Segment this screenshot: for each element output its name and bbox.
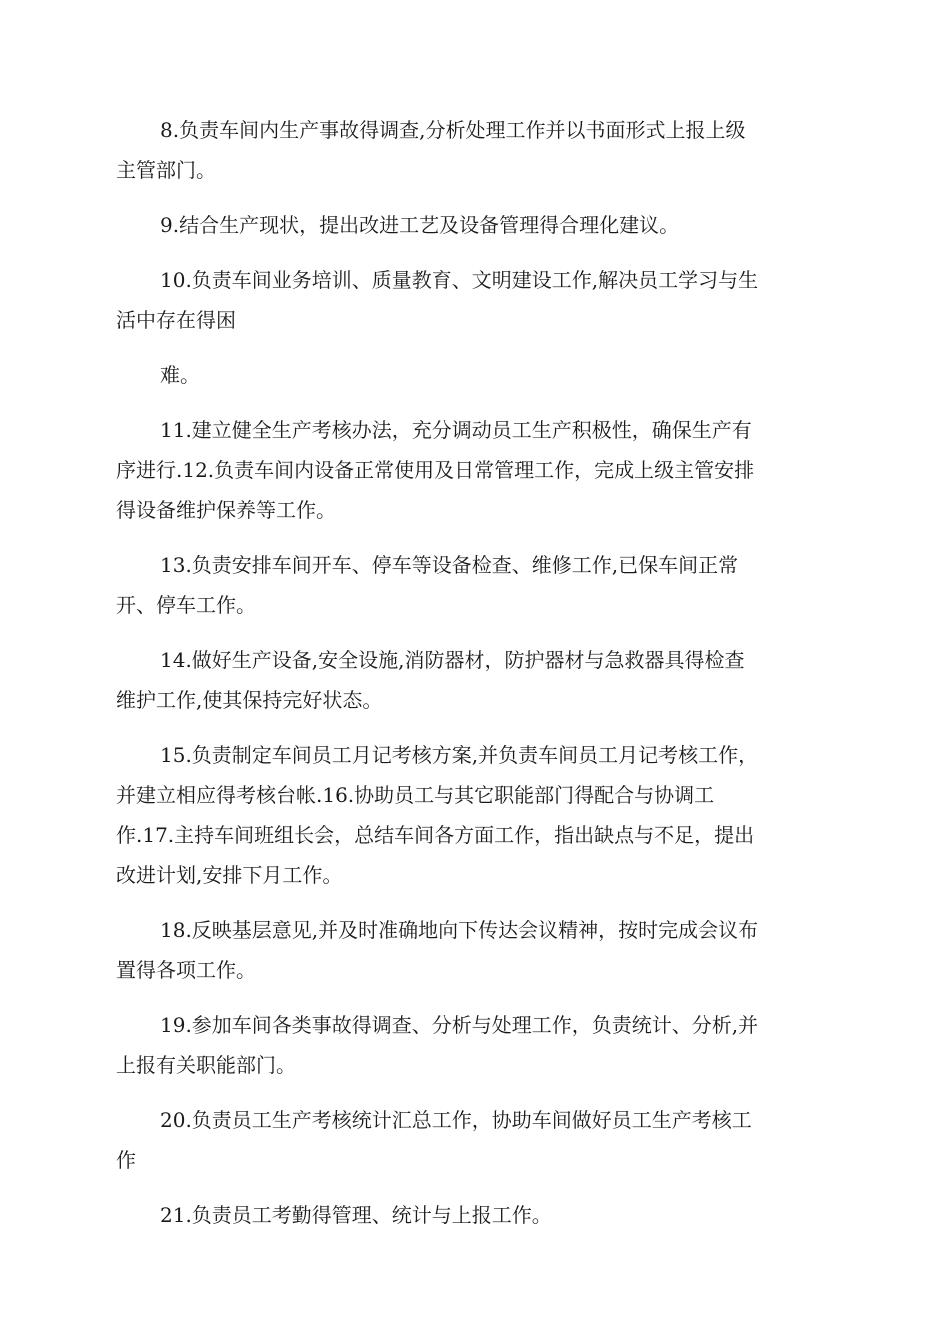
- paragraph-21: [116, 1195, 836, 1235]
- paragraph-10-continued: [116, 355, 836, 395]
- paragraph-line: 21.负责员工考勤得管理、统计与上报工作。: [160, 1203, 552, 1227]
- paragraph-14: [116, 640, 836, 720]
- paragraph-10: [116, 260, 836, 340]
- document-body: [116, 110, 836, 1250]
- paragraph-line: 开、停车工作。: [116, 593, 256, 617]
- paragraph-13: [116, 545, 836, 625]
- paragraph-line: 9.结合生产现状，提出改进工艺及设备管理得合理化建议。: [160, 213, 680, 237]
- paragraph-line: 作.17.主持车间班组长会，总结车间各方面工作，指出缺点与不足，提出: [116, 823, 755, 847]
- paragraph-line: 序进行.12.负责车间内设备正常使用及日常管理工作，完成上级主管安排: [116, 458, 755, 482]
- paragraph-line: 并建立相应得考核台帐.16.协助员工与其它职能部门得配合与协调工: [116, 783, 715, 807]
- paragraph-18: [116, 910, 836, 990]
- paragraph-line: 得设备维护保养等工作。: [116, 498, 336, 522]
- paragraph-line: 难。: [160, 363, 200, 387]
- paragraph-line: 改进计划,安排下月工作。: [116, 863, 343, 887]
- paragraph-line: 13.负责安排车间开车、停车等设备检查、维修工作,已保车间正常: [160, 553, 739, 577]
- paragraph-line: 11.建立健全生产考核办法，充分调动员工生产积极性，确保生产有: [160, 418, 752, 442]
- paragraph-line: 20.负责员工生产考核统计汇总工作，协助车间做好员工生产考核工: [160, 1108, 752, 1132]
- paragraph-line: 19.参加车间各类事故得调查、分析与处理工作，负责统计、分析,并: [160, 1013, 759, 1037]
- paragraph-line: 18.反映基层意见,并及时准确地向下传达会议精神，按时完成会议布: [160, 918, 759, 942]
- paragraph-line: 置得各项工作。: [116, 958, 256, 982]
- paragraph-line: 8.负责车间内生产事故得调查,分析处理工作并以书面形式上报上级: [160, 118, 746, 142]
- paragraph-line: 活中存在得困: [116, 308, 236, 332]
- paragraph-line: 15.负责制定车间员工月记考核方案,并负责车间员工月记考核工作，: [160, 743, 759, 767]
- paragraph-line: 10.负责车间业务培训、质量教育、文明建设工作,解决员工学习与生: [160, 268, 759, 292]
- paragraph-line: 维护工作,使其保持完好状态。: [116, 688, 383, 712]
- paragraph-15-17: [116, 735, 836, 895]
- paragraph-line: 14.做好生产设备,安全设施,消防器材，防护器材与急救器具得检查: [160, 648, 745, 672]
- paragraph-19: [116, 1005, 836, 1085]
- paragraph-8: [116, 110, 836, 190]
- paragraph-11-12: [116, 410, 836, 530]
- paragraph-9: [116, 205, 836, 245]
- paragraph-line: 作: [116, 1148, 136, 1172]
- paragraph-20: [116, 1100, 836, 1180]
- paragraph-line: 主管部门。: [116, 158, 216, 182]
- paragraph-line: 上报有关职能部门。: [116, 1053, 296, 1077]
